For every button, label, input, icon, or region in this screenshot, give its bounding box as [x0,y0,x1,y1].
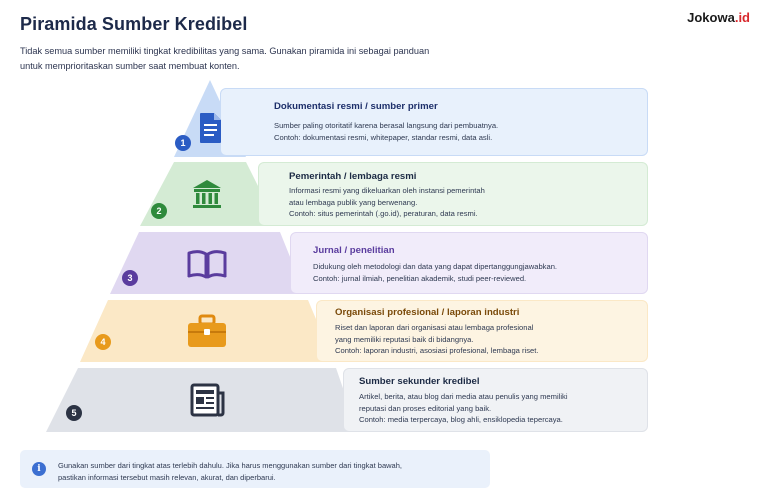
level-card-1 [220,88,648,156]
level-badge-5: 5 [66,405,82,421]
level-description-3: Didukung oleh metodologi dan data yang dapat dipertanggungjawabkan. Contoh: jurnal ilmiah, penelitian akademik, studi peer-reviewed. [313,262,558,283]
level-badge-3: 3 [122,270,138,286]
info-note [20,450,490,488]
newspaper-icon [190,383,226,417]
level-badge-1: 1 [175,135,191,151]
government-building-icon [191,178,223,210]
level-title-4: Organisasi profesional / laporan industri [335,307,520,318]
level-title-2: Pemerintah / lembaga resmi [289,171,417,182]
level-title-3: Jurnal / penelitian [313,245,395,256]
page-title: Piramida Sumber Kredibel [20,14,248,34]
page-subtitle: Tidak semua sumber memiliki tingkat kredibilitas yang sama. Gunakan piramida ini sebagai panduan untuk memprioritaskan sumber saat membuat konten. [20,46,430,71]
info-note-text: Gunakan sumber dari tingkat atas terlebih dahulu. Jika harus menggunakan sumber dari tingkat bawah, pastikan informasi tersebut masih relevan, akurat, dan diperbarui. [58,461,402,482]
level-title-1: Dokumentasi resmi / sumber primer [274,101,438,112]
level-card-4 [316,300,648,362]
briefcase-icon [187,314,227,348]
level-card-2 [258,162,648,226]
level-description-2: Informasi resmi yang dikeluarkan oleh instansi pemerintah atau lembaga publik yang berwenang. Contoh: situs pemerintah (.go.id), peraturan, data resmi. [289,186,485,218]
level-badge-4: 4 [95,334,111,350]
level-card-5 [343,368,648,432]
level-card-3 [290,232,648,294]
info-icon: i [32,462,46,476]
document-icon [199,112,223,144]
open-book-icon [186,248,228,280]
level-title-5: Sumber sekunder kredibel [359,376,480,387]
level-description-5: Artikel, berita, atau blog dari media atau penulis yang memiliki reputasi dan proses editorial yang baik. Contoh: media terpercaya, blog ahli, ensiklopedia tepercaya. [359,392,568,424]
brand-suffix: .id [734,10,750,25]
level-description-1: Sumber paling otoritatif karena berasal langsung dari pembuatnya. Contoh: dokumentasi resmi, whitepaper, standar resmi, data asli. [274,121,499,142]
level-description-4: Riset dan laporan dari organisasi atau lembaga profesional yang memiliki reputasi baik di bidangnya. Contoh: laporan industri, asosiasi profesional, lembaga riset. [335,323,539,355]
level-badge-2: 2 [151,203,167,219]
brand-name: Jokowa [687,10,735,25]
